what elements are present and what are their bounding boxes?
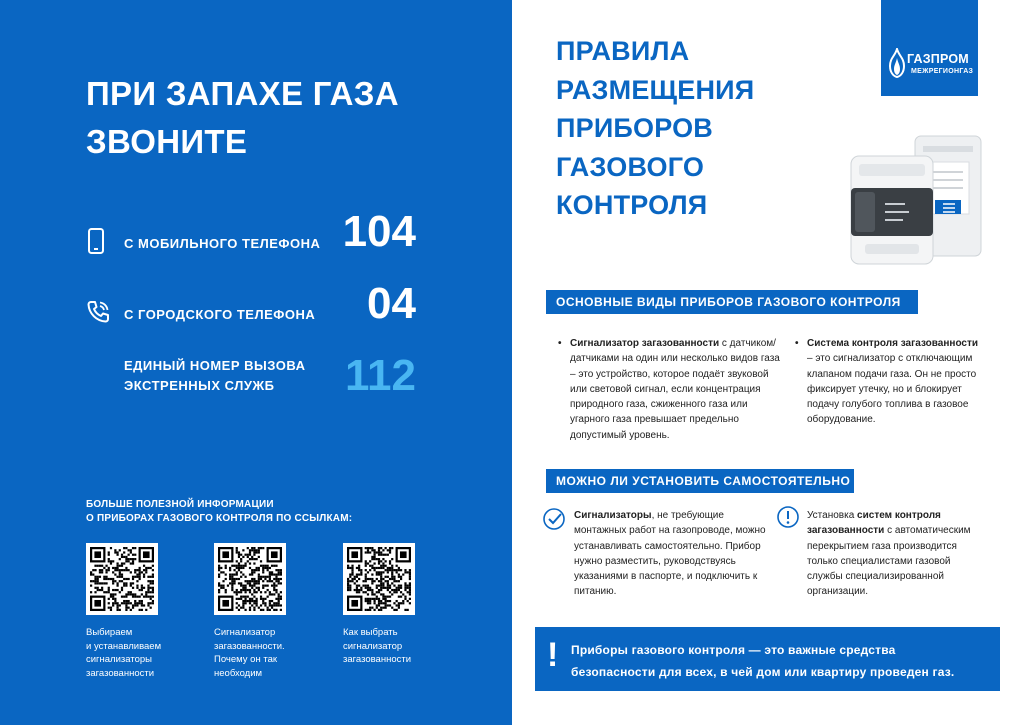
section-self-install-heading: МОЖНО ЛИ УСТАНОВИТЬ САМОСТОЯТЕЛЬНО	[546, 469, 854, 493]
safety-notice-text: Приборы газового контроля — это важные средства безопасности для всех, в чей дом или квартиру проведен газ.	[571, 643, 955, 679]
phone-number-landline[interactable]: 04	[367, 279, 416, 328]
more-info-heading: БОЛЬШЕ ПОЛЕЗНОЙ ИНФОРМАЦИИ О ПРИБОРАХ ГАЗОВОГО КОНТРОЛЯ ПО ССЫЛКАМ:	[86, 499, 353, 524]
warning-icon	[777, 506, 799, 528]
bullet-gas-detector: • Сигнализатор загазованности с датчиком/ датчиками на один или несколько видов газа – это устройство, которое подаёт звуковой или световой сигнал, если концентрация природного газа, сжиженного газа или угарного газа превышает предельно допустимый уровень.	[570, 336, 780, 443]
logo-subtext: МЕЖРЕГИОНГАЗ	[911, 68, 974, 75]
qr-caption-2: Сигнализатор загазованности. Почему он так необходим	[214, 627, 285, 679]
phone-label-landline: С ГОРОДСКОГО ТЕЛЕФОНА	[124, 307, 316, 322]
qr-code-icon	[347, 547, 411, 611]
qr-caption-1: Выбираем и устанавливаем сигнализаторы загазованности	[86, 627, 162, 679]
qr-code-1[interactable]	[86, 543, 158, 615]
gas-flame-icon	[887, 48, 907, 78]
phone-row-landline	[86, 280, 416, 328]
phone-number-mobile[interactable]: 104	[342, 207, 416, 256]
mobile-phone-icon	[86, 228, 106, 254]
qr-code-icon	[218, 547, 282, 611]
phone-label-emergency-2: ЭКСТРЕННЫХ СЛУЖБ	[124, 378, 275, 393]
emergency-title: ПРИ ЗАПАХЕ ГАЗА ЗВОНИТЕ	[86, 75, 399, 160]
phone-row-emergency	[86, 352, 416, 402]
qr-code-icon	[90, 547, 154, 611]
phone-label-emergency-1: ЕДИНЫЙ НОМЕР ВЫЗОВА	[124, 358, 306, 373]
handset-icon	[86, 300, 110, 324]
gas-detector-illustration	[845, 128, 985, 268]
safety-notice	[535, 627, 1000, 691]
logo-text: ГАЗПРОМ	[907, 52, 969, 66]
checkmark-icon	[543, 508, 565, 530]
self-install-allowed-text: Сигнализаторы, не требующие монтажных работ на газопроводе, можно устанавливать самостоятельно. Прибор нужно разместить, руководствуясь указаниями в паспорте, и подключить к питанию.	[574, 510, 766, 598]
bullet-gas-control-system: • Система контроля загазованности – это сигнализатор с отключающим клапаном подачи газа. Он не просто фиксирует утечку, но и блокирует подачу голубого топлива в газовое оборудование.	[807, 336, 982, 428]
phone-number-emergency[interactable]: 112	[345, 351, 416, 400]
phone-row-mobile	[86, 208, 416, 256]
qr-code-2[interactable]	[214, 543, 286, 615]
specialist-install-text: Установка систем контроля загазованности с автоматическим перекрытием газа производится только специалистами газовой службы специализированной организации.	[807, 510, 971, 598]
qr-caption-3: Как выбрать сигнализатор загазованности	[343, 627, 412, 665]
phone-label-mobile: С МОБИЛЬНОГО ТЕЛЕФОНА	[124, 236, 321, 251]
qr-code-3[interactable]	[343, 543, 415, 615]
section-types-heading: ОСНОВНЫЕ ВИДЫ ПРИБОРОВ ГАЗОВОГО КОНТРОЛЯ	[546, 290, 918, 314]
exclamation-icon: !	[547, 636, 559, 674]
rules-title: ПРАВИЛА РАЗМЕЩЕНИЯ ПРИБОРОВ ГАЗОВОГО КОНТРОЛЯ	[556, 36, 755, 220]
gazprom-logo	[881, 0, 978, 96]
